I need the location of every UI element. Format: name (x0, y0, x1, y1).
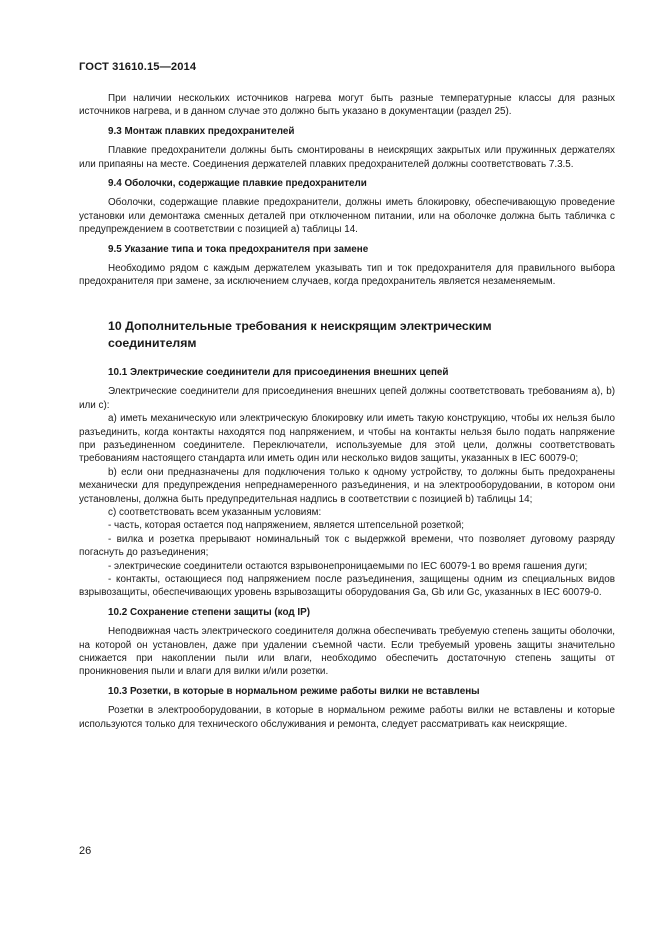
paragraph-10-2: Неподвижная часть электрического соединителя должна обеспечивать требуемую степень защиты оболочки, на которой он установлен, даже при удалении съемной части. Если требуемый уровень защиты значительно снижается при накоплении пыли или влаги, необходимо обеспечить достаточную степень защиты от проникновения пыли и влаги для вилки и/или розетки. (79, 626, 615, 678)
heading-10-2: 10.2 Сохранение степени защиты (код IP) (108, 606, 310, 618)
paragraph-10-1-intro: Электрические соединители для присоединения внешних цепей должны соответствовать требованиям а), b) или с): (79, 386, 615, 411)
list-item-b: b) если они предназначены для подключения только к одному устройству, то должны быть предохранены механически для предупреждения непреднамеренного разъединения, и на электрооборудовании, в котором они установлены, должна быть предупредительная надпись в соответствии с позицией b) таблицы 14; (79, 466, 615, 505)
heading-10-1: 10.1 Электрические соединители для присоединения внешних цепей (108, 366, 449, 378)
paragraph-10-3: Розетки в электрооборудовании, в которые в нормальном режиме работы вилки не вставлены и которые используются только для технического обслуживания и ремонта, следует рассматривать как неискрящие. (79, 705, 615, 730)
paragraph-9-3: Плавкие предохранители должны быть смонтированы в неискрящих закрытых или пружинных держателях или припаяны на месте. Соединения держателей плавких предохранителей должны соответствовать 7.3.5. (79, 145, 615, 170)
paragraph-9-4: Оболочки, содержащие плавкие предохранители, должны иметь блокировку, обеспечивающую проведение установки или демонтажа сменных деталей при отключенном питании, или на оболочке должна быть табличка с предупреждением в соответствии с позицией а) таблицы 14. (79, 197, 615, 236)
page-content (79, 92, 615, 731)
heading-10-3: 10.3 Розетки, в которые в нормальном режиме работы вилки не вставлены (108, 685, 480, 697)
list-item-c: с) соответствовать всем указанным условиям: (108, 506, 322, 518)
heading-9-3: 9.3 Монтаж плавких предохранителей (108, 125, 295, 137)
dash-item-4: - контакты, остающиеся под напряжением после разъединения, защищены одним из специальных видов взрывозащиты, обеспечивающих уровень взрывозащиты оборудования Ga, Gb или Gc, указанных в IEC 60079-0. (79, 573, 615, 599)
page-number: 26 (79, 845, 92, 857)
dash-item-3: - электрические соединители остаются взрывонепроницаемыми по IEC 60079-1 во время гашения дуги; (108, 560, 588, 572)
dash-item-1: - часть, которая остается под напряжением, является штепсельной розеткой; (108, 520, 464, 532)
paragraph-heat-sources: При наличии нескольких источников нагрева могут быть разные температурные классы для разных источников нагрева, и в данном случае это должно быть указано в документации (раздел 25). (79, 93, 615, 118)
document-header: ГОСТ 31610.15—2014 (79, 61, 197, 73)
heading-section-10-line2: соединителям (108, 335, 197, 350)
dash-item-2: - вилка и розетка прерывают номинальный ток с выдержкой времени, что позволяет дуговому разряду погаснуть до разъединения; (79, 533, 615, 559)
heading-9-4: 9.4 Оболочки, содержащие плавкие предохранители (108, 178, 367, 190)
heading-section-10-line1: 10 Дополнительные требования к неискрящим электрическим (108, 318, 492, 333)
list-item-a: а) иметь механическую или электрическую блокировку или иметь такую конструкцию, чтобы их нельзя было разъединить, когда контакты находятся под напряжением, и чтобы на контакты нельзя было подать напряжение при разъединенном соединителе. Переключатели, используемые для этой цели, должны соответствовать требованиям настоящего стандарта или иметь один или несколько видов защиты, указанных в IEC 60079-0; (79, 413, 615, 465)
paragraph-9-5: Необходимо рядом с каждым держателем указывать тип и ток предохранителя для правильного выбора предохранителя при замене, за исключением случаев, когда предохранитель является незаменяемым. (79, 263, 615, 288)
heading-9-5: 9.5 Указание типа и тока предохранителя при замене (108, 243, 369, 255)
